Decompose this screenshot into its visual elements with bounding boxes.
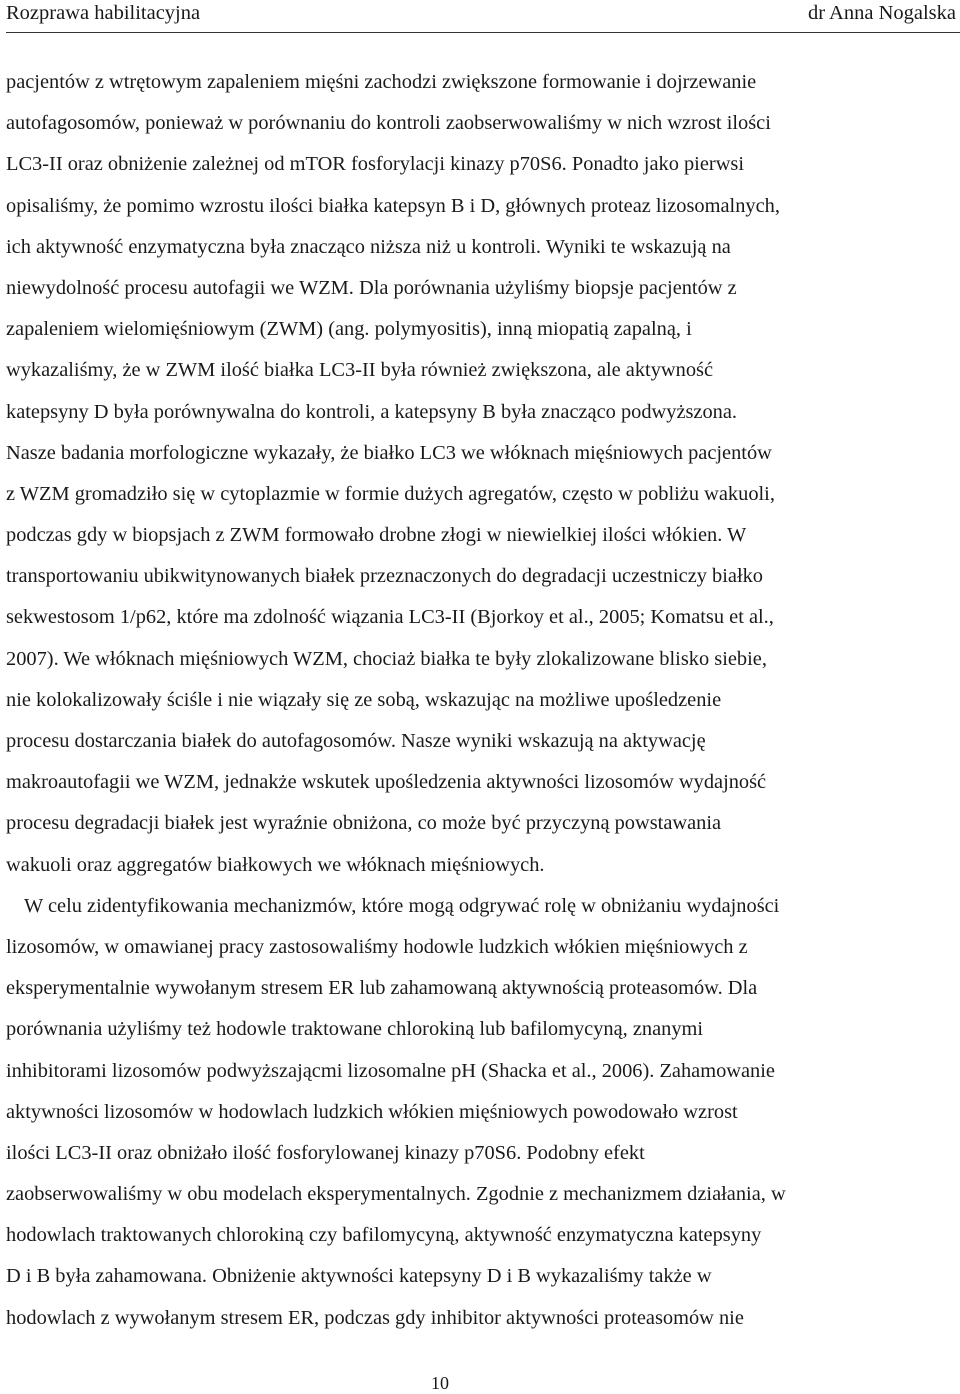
text-line: zaobserwowaliśmy w obu modelach eksperymentalnych. Zgodnie z mechanizmem działania, w (6, 1183, 786, 1206)
body-text (6, 62, 956, 1339)
page-number: 10 (431, 1373, 449, 1393)
text-line: hodowlach traktowanych chlorokiną czy bafilomycyną, aktywność enzymatyczna katepsyny (6, 1224, 762, 1247)
text-line: porównania użyliśmy też hodowle traktowane chlorokiną lub bafilomycyną, znanymi (6, 1018, 704, 1041)
text-line: autofagosomów, ponieważ w porównaniu do kontroli zaobserwowaliśmy w nich wzrost ilości (6, 112, 771, 135)
text-line: pacjentów z wtrętowym zapaleniem mięśni zachodzi zwiększone formowanie i dojrzewanie (6, 71, 757, 93)
page-header (0, 0, 960, 30)
text-line: LC3-II oraz obniżenie zależnej od mTOR fosforylacji kinazy p70S6. Ponadto jako pierwsi (6, 153, 745, 176)
author-name: dr Anna Nogalska (807, 2, 956, 24)
text-line: hodowlach z wywołanym stresem ER, podczas gdy inhibitor aktywności proteasomów nie (6, 1306, 744, 1329)
text-line: z WZM gromadziło się w cytoplazmie w formie dużych agregatów, często w pobliżu wakuoli, (6, 482, 775, 505)
text-line: lizosomów, w omawianej pracy zastosowaliśmy hodowle ludzkich włókien mięśniowych z (6, 935, 748, 958)
text-line: ich aktywność enzymatyczna była znacząco niższa niż u kontroli. Wyniki te wskazują na (6, 235, 731, 258)
text-line: 2007). We włóknach mięśniowych WZM, chociaż białka te były zlokalizowane blisko siebie, (6, 647, 767, 670)
text-line: podczas gdy w biopsjach z ZWM formowało drobne złogi w niewielkiej ilości włókien. W (6, 524, 747, 547)
text-line: ilości LC3-II oraz obniżało ilość fosforylowanej kinazy p70S6. Podobny efekt (6, 1141, 645, 1164)
text-line: eksperymentalnie wywołanym stresem ER lub zahamowaną aktywnością proteasomów. Dla (6, 977, 758, 1000)
header-divider (6, 32, 960, 33)
text-line: procesu degradacji białek jest wyraźnie obniżona, co może być przyczyną powstawania (6, 812, 722, 835)
text-line: niewydolność procesu autofagii we WZM. Dla porównania użyliśmy biopsje pacjentów z (6, 276, 737, 299)
text-line: inhibitorami lizosomów podwyższającmi lizosomalne pH (Shacka et al., 2006). Zahamowanie (6, 1059, 775, 1082)
text-line: sekwestosom 1/p62, które ma zdolność wiązania LC3-II (Bjorkoy et al., 2005; Komatsu et al., (6, 606, 774, 629)
text-line: aktywności lizosomów w hodowlach ludzkich włókien mięśniowych powodowało wzrost (6, 1100, 738, 1123)
text-line: procesu dostarczania białek do autofagosomów. Nasze wyniki wskazują na aktywację (6, 730, 706, 752)
text-line: nie kolokalizowały ściśle i nie wiązały się ze sobą, wskazując na możliwe upośledzenie (6, 688, 722, 711)
text-line: wakuoli oraz aggregatów białkowych we włóknach mięśniowych. (6, 853, 545, 876)
paragraph-start-line: W celu zidentyfikowania mechanizmów, które mogą odgrywać rolę w obniżaniu wydajności (24, 894, 780, 917)
text-line: D i B była zahamowana. Obniżenie aktywności katepsyny D i B wykazaliśmy także w (6, 1265, 712, 1288)
text-line: transportowaniu ubikwitynowanych białek przeznaczonych do degradacji uczestniczy białko (6, 565, 764, 588)
text-line: Nasze badania morfologiczne wykazały, że białko LC3 we włóknach mięśniowych pacjentów (6, 441, 772, 464)
text-line: opisaliśmy, że pomimo wzrostu ilości białka katepsyn B i D, głównych proteaz lizosomalnych, (6, 194, 780, 217)
text-line: makroautofagii we WZM, jednakże wskutek upośledzenia aktywności lizosomów wydajność (6, 771, 767, 794)
text-line: zapaleniem wielomięśniowym (ZWM) (ang. polymyositis), inną miopatią zapalną, i (6, 318, 692, 341)
text-line: katepsyny D była porównywalna do kontroli, a katepsyny B była znacząco podwyższona. (6, 400, 738, 423)
running-title: Rozprawa habilitacyjna (6, 2, 201, 24)
text-line: wykazaliśmy, że w ZWM ilość białka LC3-II była również zwiększona, ale aktywność (6, 359, 714, 382)
